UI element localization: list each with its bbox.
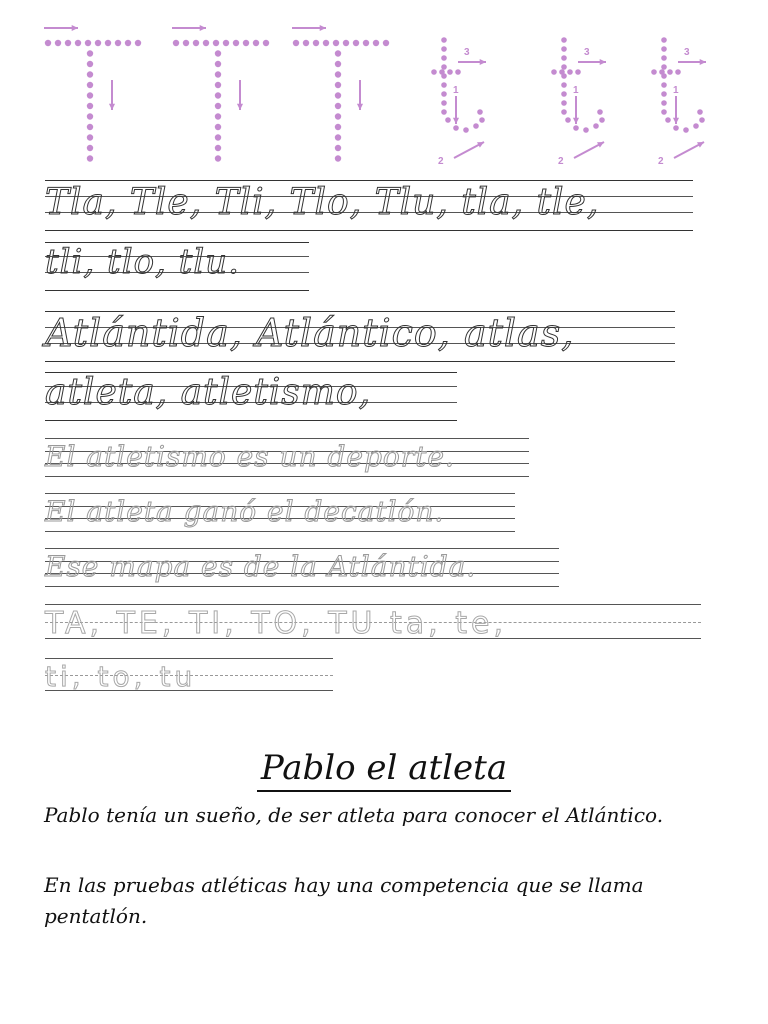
trace-dot bbox=[203, 40, 209, 46]
trace-dot bbox=[335, 113, 341, 119]
practice-row-3 bbox=[45, 311, 675, 363]
trace-dot bbox=[87, 61, 93, 67]
arrowhead-icon bbox=[357, 104, 363, 110]
trace-dot bbox=[683, 127, 689, 133]
trace-dot bbox=[479, 117, 485, 123]
practice-text: atleta, atletismo, bbox=[45, 372, 372, 413]
trace-dot bbox=[441, 109, 447, 115]
trace-dot bbox=[215, 103, 221, 109]
trace-dot bbox=[87, 113, 93, 119]
trace-dot bbox=[441, 37, 447, 43]
trace-dot bbox=[233, 40, 239, 46]
trace-dot bbox=[559, 69, 565, 75]
trace-dot bbox=[373, 40, 379, 46]
trace-dot bbox=[335, 61, 341, 67]
trace-dot bbox=[173, 40, 179, 46]
trace-dot bbox=[561, 37, 567, 43]
trace-dot bbox=[215, 71, 221, 77]
trace-dot bbox=[87, 145, 93, 151]
trace-dot bbox=[473, 123, 479, 129]
trace-dot bbox=[55, 40, 61, 46]
practice-text: tli, tlo, tlu. bbox=[45, 242, 240, 282]
trace-dot bbox=[561, 91, 567, 97]
trace-dot bbox=[335, 103, 341, 109]
arrowhead-icon bbox=[237, 104, 243, 110]
trace-dot bbox=[95, 40, 101, 46]
story-title-text: Pablo el atleta bbox=[257, 748, 511, 792]
practice-text: Tla, Tle, Tli, Tlo, Tlu, tla, tle, bbox=[45, 182, 600, 223]
practice-row-6 bbox=[45, 493, 515, 533]
practice-row-2 bbox=[45, 242, 309, 292]
trace-dot bbox=[333, 40, 339, 46]
capital-t-guide bbox=[172, 25, 269, 162]
trace-dot bbox=[665, 117, 671, 123]
stroke-number: 2 bbox=[558, 156, 564, 167]
practice-text: Atlántida, Atlántico, atlas, bbox=[45, 311, 575, 355]
trace-dot bbox=[215, 134, 221, 140]
stroke-number: 2 bbox=[658, 156, 664, 167]
story-paragraph-2: En las pruebas atléticas hay una competencia que se llama pentatlón. bbox=[44, 873, 644, 928]
practice-text: El atleta ganó el decatlón. bbox=[45, 495, 445, 528]
trace-dot bbox=[87, 71, 93, 77]
trace-dot bbox=[561, 55, 567, 61]
stroke-number: 1 bbox=[453, 85, 459, 96]
practice-text: TA, TE, TI, TO, TU ta, te, bbox=[45, 606, 507, 641]
trace-dot bbox=[441, 55, 447, 61]
tracing-guides-graphic bbox=[0, 0, 768, 175]
trace-dot bbox=[439, 69, 445, 75]
trace-dot bbox=[215, 145, 221, 151]
trace-dot bbox=[661, 82, 667, 88]
trace-dot bbox=[575, 69, 581, 75]
trace-dot bbox=[243, 40, 249, 46]
trace-dot bbox=[599, 117, 605, 123]
practice-text: Ese mapa es de la Atlántida. bbox=[45, 550, 477, 583]
trace-dot bbox=[561, 109, 567, 115]
trace-dot bbox=[567, 69, 573, 75]
trace-dot bbox=[335, 155, 341, 161]
arrowhead-icon bbox=[700, 59, 706, 65]
trace-dot bbox=[313, 40, 319, 46]
trace-dot bbox=[87, 103, 93, 109]
trace-dot bbox=[85, 40, 91, 46]
trace-dot bbox=[661, 100, 667, 106]
trace-dot bbox=[583, 127, 589, 133]
trace-dot bbox=[445, 117, 451, 123]
trace-dot bbox=[661, 91, 667, 97]
trace-dot bbox=[253, 40, 259, 46]
trace-dot bbox=[699, 117, 705, 123]
trace-dot bbox=[659, 69, 665, 75]
trace-dot bbox=[87, 82, 93, 88]
trace-dot bbox=[335, 134, 341, 140]
trace-dot bbox=[45, 40, 51, 46]
trace-dot bbox=[455, 69, 461, 75]
trace-dot bbox=[75, 40, 81, 46]
lowercase-t-guide bbox=[551, 37, 606, 167]
trace-dot bbox=[593, 123, 599, 129]
lowercase-t-guide bbox=[431, 37, 486, 167]
trace-dot bbox=[335, 71, 341, 77]
stroke-number: 2 bbox=[438, 156, 444, 167]
arrowhead-icon bbox=[72, 25, 78, 31]
trace-dot bbox=[335, 92, 341, 98]
trace-dot bbox=[447, 69, 453, 75]
arrowhead-icon bbox=[109, 104, 115, 110]
practice-row-8 bbox=[45, 604, 701, 640]
arrowhead-icon bbox=[320, 25, 326, 31]
trace-dot bbox=[87, 134, 93, 140]
trace-dot bbox=[115, 40, 121, 46]
stroke-number: 3 bbox=[464, 47, 470, 58]
trace-dot bbox=[343, 40, 349, 46]
trace-dot bbox=[477, 109, 483, 115]
trace-dot bbox=[561, 46, 567, 52]
trace-dot bbox=[675, 69, 681, 75]
arrowhead-icon bbox=[673, 118, 679, 124]
trace-dot bbox=[223, 40, 229, 46]
story-title bbox=[0, 748, 768, 788]
trace-dot bbox=[383, 40, 389, 46]
trace-dot bbox=[215, 61, 221, 67]
trace-dot bbox=[453, 125, 459, 131]
arrowhead-icon bbox=[573, 118, 579, 124]
trace-dot bbox=[661, 37, 667, 43]
trace-dot bbox=[293, 40, 299, 46]
trace-dot bbox=[353, 40, 359, 46]
arrowhead-icon bbox=[600, 59, 606, 65]
trace-dot bbox=[561, 100, 567, 106]
trace-dot bbox=[87, 155, 93, 161]
capital-t-guide bbox=[44, 25, 141, 162]
trace-dot bbox=[335, 50, 341, 56]
trace-dot bbox=[661, 109, 667, 115]
trace-dot bbox=[105, 40, 111, 46]
trace-dot bbox=[213, 40, 219, 46]
trace-dot bbox=[431, 69, 437, 75]
trace-dot bbox=[441, 64, 447, 70]
trace-dot bbox=[573, 125, 579, 131]
trace-dot bbox=[135, 40, 141, 46]
trace-dot bbox=[87, 92, 93, 98]
trace-dot bbox=[551, 69, 557, 75]
trace-dot bbox=[335, 124, 341, 130]
trace-dot bbox=[693, 123, 699, 129]
practice-text: ti, to, tu bbox=[45, 660, 197, 693]
practice-row-9 bbox=[45, 658, 333, 692]
arrowhead-icon bbox=[480, 59, 486, 65]
trace-dot bbox=[335, 82, 341, 88]
stroke-number: 1 bbox=[673, 85, 679, 96]
trace-dot bbox=[335, 145, 341, 151]
lowercase-t-guide bbox=[651, 37, 706, 167]
trace-dot bbox=[363, 40, 369, 46]
trace-dot bbox=[463, 127, 469, 133]
trace-dot bbox=[125, 40, 131, 46]
practice-text: El atletismo es un deporte. bbox=[45, 440, 455, 473]
trace-dot bbox=[565, 117, 571, 123]
trace-dot bbox=[697, 109, 703, 115]
letter-guides bbox=[0, 0, 768, 175]
trace-dot bbox=[441, 82, 447, 88]
capital-t-guide bbox=[292, 25, 389, 162]
trace-dot bbox=[661, 64, 667, 70]
practice-row-5 bbox=[45, 438, 529, 478]
trace-dot bbox=[597, 109, 603, 115]
trace-dot bbox=[215, 155, 221, 161]
trace-dot bbox=[215, 82, 221, 88]
trace-dot bbox=[441, 91, 447, 97]
trace-dot bbox=[303, 40, 309, 46]
arrowhead-icon bbox=[200, 25, 206, 31]
trace-dot bbox=[193, 40, 199, 46]
trace-dot bbox=[651, 69, 657, 75]
trace-dot bbox=[215, 50, 221, 56]
practice-row-1 bbox=[45, 180, 693, 232]
trace-dot bbox=[441, 100, 447, 106]
trace-dot bbox=[87, 50, 93, 56]
trace-dot bbox=[561, 64, 567, 70]
trace-dot bbox=[183, 40, 189, 46]
practice-row-7 bbox=[45, 548, 559, 588]
trace-dot bbox=[215, 113, 221, 119]
stroke-number: 1 bbox=[573, 85, 579, 96]
trace-dot bbox=[667, 69, 673, 75]
trace-dot bbox=[561, 82, 567, 88]
trace-dot bbox=[441, 46, 447, 52]
trace-dot bbox=[673, 125, 679, 131]
trace-dot bbox=[661, 55, 667, 61]
trace-dot bbox=[65, 40, 71, 46]
trace-dot bbox=[215, 124, 221, 130]
trace-dot bbox=[661, 46, 667, 52]
practice-row-4 bbox=[45, 372, 457, 422]
story-paragraph-1: Pablo tenía un sueño, de ser atleta para conocer el Atlántico. bbox=[44, 803, 664, 827]
trace-dot bbox=[323, 40, 329, 46]
stroke-number: 3 bbox=[684, 47, 690, 58]
trace-dot bbox=[215, 92, 221, 98]
trace-dot bbox=[87, 124, 93, 130]
arrowhead-icon bbox=[453, 118, 459, 124]
stroke-number: 3 bbox=[584, 47, 590, 58]
trace-dot bbox=[263, 40, 269, 46]
